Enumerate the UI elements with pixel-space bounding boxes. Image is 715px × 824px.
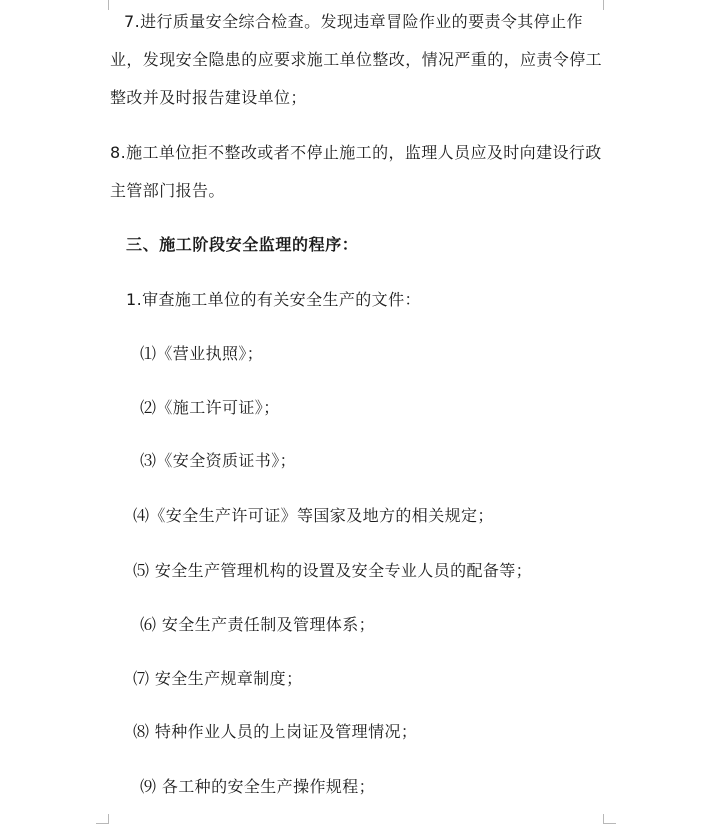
margin-mark-bottom-left <box>96 814 109 824</box>
list-item-9: ⑼ 各工种的安全生产操作规程； <box>140 777 376 796</box>
paragraph-7-line-1: 7.进行质量安全综合检查。发现违章冒险作业的要责令其停止作 <box>124 12 583 31</box>
list-item-7: ⑺ 安全生产规章制度； <box>133 669 303 688</box>
list-item-6: ⑹ 安全生产责任制及管理体系； <box>140 615 376 634</box>
item-1-heading: 1.审查施工单位的有关安全生产的文件： <box>126 290 421 309</box>
list-item-4: ⑷《安全生产许可证》等国家及地方的相关规定； <box>133 506 494 525</box>
list-item-8: ⑻ 特种作业人员的上岗证及管理情况； <box>133 722 418 741</box>
paragraph-7-line-3: 整改并及时报告建设单位； <box>110 88 307 107</box>
list-item-3: ⑶《安全资质证书》； <box>140 451 297 470</box>
margin-mark-bottom-right <box>603 814 616 824</box>
list-item-1: ⑴《营业执照》； <box>140 344 264 363</box>
paragraph-8-line-1: 8.施工单位拒不整改或者不停止施工的，监理人员应及时向建设行政 <box>110 143 602 162</box>
margin-mark-top-left <box>96 0 109 10</box>
paragraph-7-line-2: 业，发现安全隐患的应要求施工单位整改，情况严重的，应责令停工 <box>110 50 603 69</box>
paragraph-8-line-2: 主管部门报告。 <box>110 181 225 200</box>
list-item-5: ⑸ 安全生产管理机构的设置及安全专业人员的配备等； <box>133 561 533 580</box>
list-item-2: ⑵《施工许可证》； <box>140 398 280 417</box>
margin-mark-top-right <box>603 0 616 10</box>
section-heading: 三、施工阶段安全监理的程序： <box>126 235 359 254</box>
